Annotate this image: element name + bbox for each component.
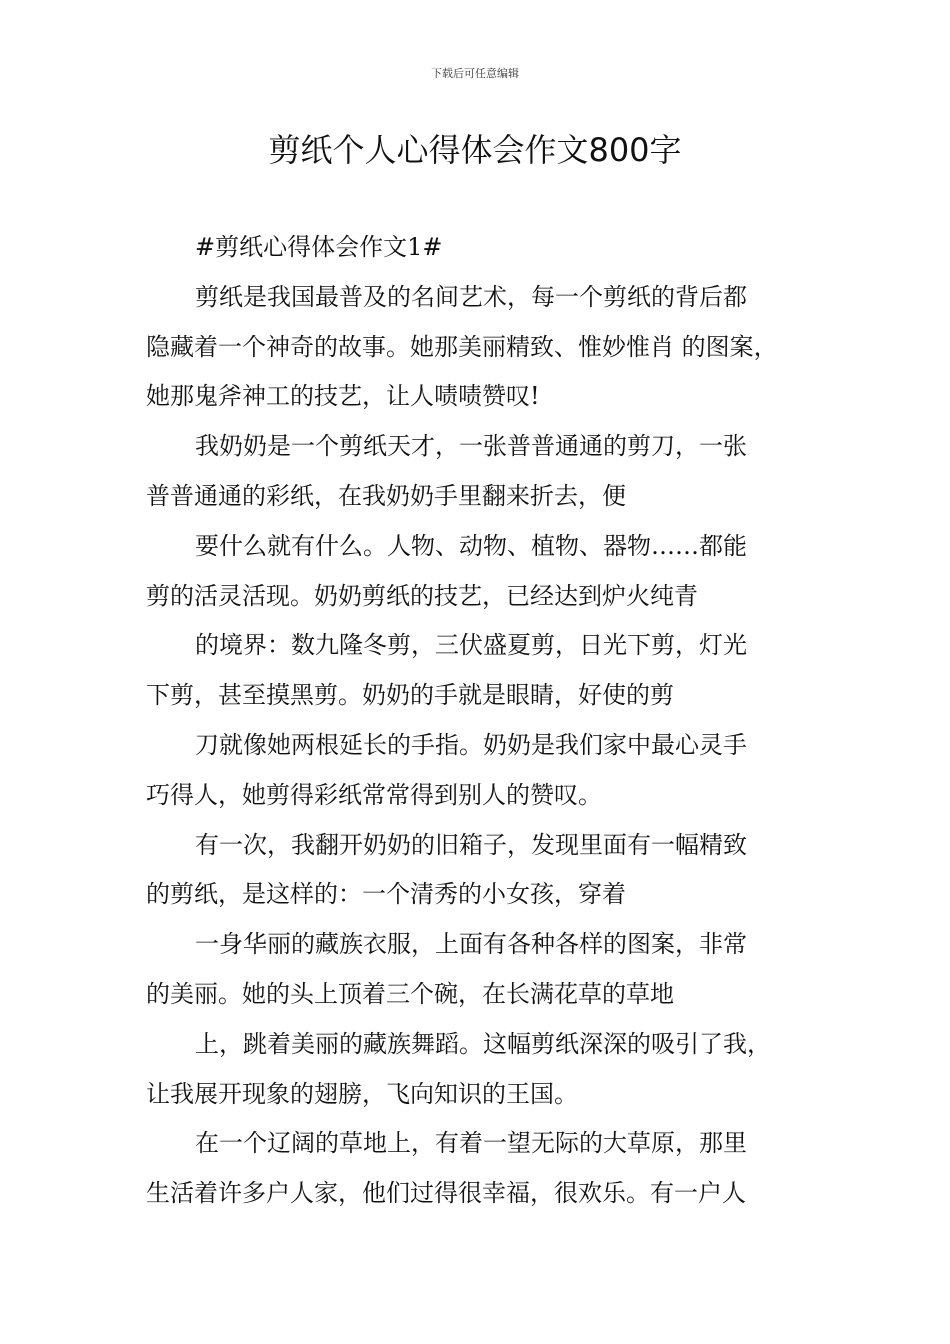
header-note: 下载后可任意编辑 [431,67,519,80]
text-line: 剪的活灵活现。奶奶剪纸的技艺，已经达到炉火纯青 [146,581,698,610]
text-line: 在一个辽阔的草地上，有着一望无际的大草原，那里 [195,1129,747,1158]
text-line: 刀就像她两根延长的手指。奶奶是我们家中最心灵手 [195,730,747,759]
text-line: 上，跳着美丽的藏族舞蹈。这幅剪纸深深的吸引了我， [195,1029,771,1058]
text-line: 的剪纸，是这样的：一个清秀的小女孩，穿着 [146,880,626,909]
document-title: 剪纸个人心得体会作文800字 [268,131,682,169]
text-line: 一身华丽的藏族衣服，上面有各种各样的图案，非常 [195,930,747,959]
text-line: 巧得人，她剪得彩纸常常得到别人的赞叹。 [146,780,602,809]
text-line: 要什么就有什么。人物、动物、植物、器物……都能 [195,531,747,560]
text-line: 剪纸是我国最普及的名间艺术，每一个剪纸的背后都 [195,282,747,311]
text-line: 让我展开现象的翅膀，飞向知识的王国。 [146,1079,578,1108]
text-line: 我奶奶是一个剪纸天才，一张普普通通的剪刀，一张 [195,432,747,461]
text-line: 的美丽。她的头上顶着三个碗，在长满花草的草地 [146,979,674,1008]
text-line: 隐藏着一个神奇的故事。她那美丽精致、惟妙惟肖 的图案， [146,332,778,361]
text-line: 下剪，甚至摸黑剪。奶奶的手就是眼睛，好使的剪 [146,681,674,710]
text-line: 的境界：数九隆冬剪，三伏盛夏剪，日光下剪，灯光 [195,631,747,660]
text-line: #剪纸心得体会作文1# [195,233,443,261]
text-line: 她那鬼斧神工的技艺，让人啧啧赞叹! [146,382,540,411]
text-line: 普普通通的彩纸，在我奶奶手里翻来折去，便 [146,481,626,510]
text-line: 有一次，我翻开奶奶的旧箱子，发现里面有一幅精致 [195,830,747,859]
body-text [146,223,826,1219]
text-line: 生活着许多户人家，他们过得很幸福，很欢乐。有一户人 [146,1179,746,1208]
